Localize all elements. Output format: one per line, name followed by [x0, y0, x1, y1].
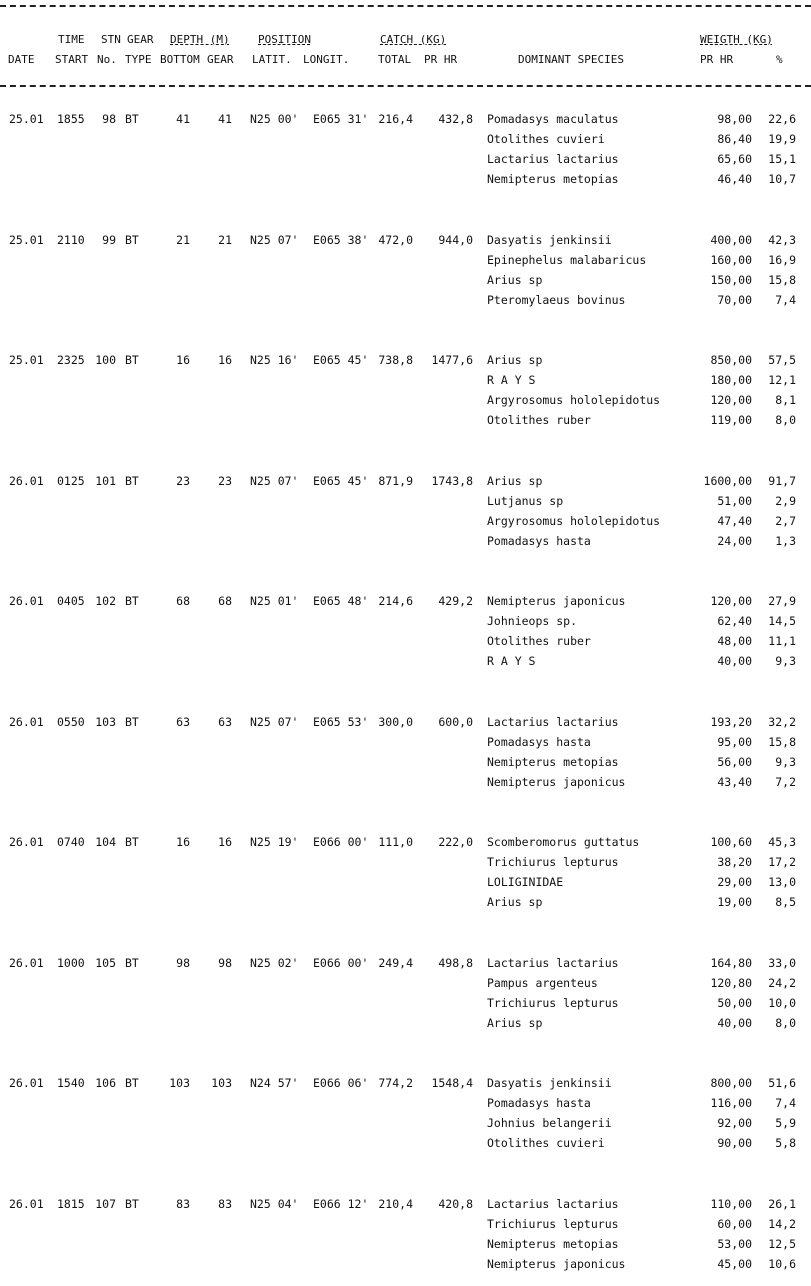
species-weight-prhr: 45,00	[717, 1257, 752, 1271]
station-latitude: N25 01'	[250, 594, 299, 608]
header-gear-bottom: TYPE	[125, 53, 152, 66]
station-longitude: E065 38'	[313, 233, 369, 247]
species-name: Nemipterus japonicus	[487, 775, 626, 789]
species-name: Otolithes cuvieri	[487, 132, 605, 146]
station-catch-total: 216,4	[378, 112, 413, 126]
species-weight-prhr: 48,00	[717, 634, 752, 648]
station-depth-gear: 16	[218, 353, 232, 367]
species-name: Trichiurus lepturus	[487, 855, 619, 869]
station-number: 103	[95, 715, 116, 729]
header-species: DOMINANT SPECIES	[518, 53, 624, 66]
top-dashed-rule	[0, 5, 811, 7]
header-latit: LATIT.	[252, 53, 292, 66]
station-catch-total: 472,0	[378, 233, 413, 247]
station-gear: BT	[125, 956, 139, 970]
station-longitude: E065 31'	[313, 112, 369, 126]
species-weight-pct: 24,2	[768, 976, 796, 990]
species-name: Argyrosomus hololepidotus	[487, 514, 661, 528]
species-weight-prhr: 800,00	[710, 1076, 752, 1090]
station-depth-gear: 23	[218, 474, 232, 488]
species-weight-prhr: 120,80	[710, 976, 752, 990]
station-time: 2110	[57, 233, 85, 247]
species-name: Dasyatis jenkinsii	[487, 233, 612, 247]
species-weight-prhr: 47,40	[717, 514, 752, 528]
station-longitude: E066 06'	[313, 1076, 369, 1090]
station-time: 0740	[57, 835, 85, 849]
station-date: 26.01	[9, 594, 44, 608]
species-weight-prhr: 120,00	[710, 393, 752, 407]
station-gear: BT	[125, 1197, 139, 1211]
station-time: 0550	[57, 715, 85, 729]
species-weight-prhr: 850,00	[710, 353, 752, 367]
header-longit: LONGIT.	[303, 53, 350, 66]
species-weight-pct: 15,8	[768, 735, 796, 749]
station-depth-gear: 98	[218, 956, 232, 970]
station-catch-prhr: 944,0	[438, 233, 473, 247]
station-catch-total: 300,0	[378, 715, 413, 729]
species-weight-pct: 51,6	[768, 1076, 796, 1090]
species-weight-prhr: 51,00	[717, 494, 752, 508]
species-weight-prhr: 116,00	[710, 1096, 752, 1110]
species-name: Pomadasys hasta	[487, 534, 591, 548]
station-gear: BT	[125, 1076, 139, 1090]
species-weight-pct: 9,3	[775, 654, 796, 668]
station-gear: BT	[125, 715, 139, 729]
species-name: Lactarius lactarius	[487, 1197, 619, 1211]
species-name: Lutjanus sp	[487, 494, 564, 508]
species-name: Nemipterus metopias	[487, 172, 619, 186]
station-longitude: E066 12'	[313, 1197, 369, 1211]
header-catch-title: CATCH (KG)	[380, 33, 447, 46]
station-latitude: N25 19'	[250, 835, 299, 849]
species-weight-pct: 10,7	[768, 172, 796, 186]
header-stn-top: STN	[101, 33, 121, 46]
species-name: Pomadasys hasta	[487, 1096, 591, 1110]
station-longitude: E065 45'	[313, 474, 369, 488]
species-weight-pct: 42,3	[768, 233, 796, 247]
species-weight-pct: 32,2	[768, 715, 796, 729]
species-weight-pct: 10,6	[768, 1257, 796, 1271]
species-name: Johnieops sp.	[487, 614, 578, 628]
station-number: 98	[102, 112, 116, 126]
species-weight-prhr: 86,40	[717, 132, 752, 146]
species-weight-pct: 7,4	[775, 293, 796, 307]
species-name: LOLIGINIDAE	[487, 875, 564, 889]
station-catch-prhr: 420,8	[438, 1197, 473, 1211]
station-gear: BT	[125, 233, 139, 247]
station-time: 0125	[57, 474, 85, 488]
station-depth-bottom: 21	[176, 233, 190, 247]
species-weight-pct: 15,1	[768, 152, 796, 166]
species-weight-prhr: 110,00	[710, 1197, 752, 1211]
species-weight-prhr: 40,00	[717, 1016, 752, 1030]
station-number: 99	[102, 233, 116, 247]
header-date: DATE	[8, 53, 35, 66]
station-depth-gear: 41	[218, 112, 232, 126]
species-weight-prhr: 38,20	[717, 855, 752, 869]
species-weight-pct: 45,3	[768, 835, 796, 849]
species-name: Nemipterus japonicus	[487, 594, 626, 608]
station-depth-bottom: 83	[176, 1197, 190, 1211]
station-date: 25.01	[9, 233, 44, 247]
station-catch-total: 774,2	[378, 1076, 413, 1090]
station-number: 100	[95, 353, 116, 367]
station-catch-total: 214,6	[378, 594, 413, 608]
species-weight-pct: 33,0	[768, 956, 796, 970]
station-catch-total: 210,4	[378, 1197, 413, 1211]
species-name: Otolithes ruber	[487, 634, 591, 648]
species-weight-pct: 9,3	[775, 755, 796, 769]
station-catch-total: 871,9	[378, 474, 413, 488]
station-number: 107	[95, 1197, 116, 1211]
species-weight-pct: 15,8	[768, 273, 796, 287]
station-number: 106	[95, 1076, 116, 1090]
species-name: R A Y S	[487, 373, 536, 387]
station-depth-bottom: 23	[176, 474, 190, 488]
station-depth-gear: 103	[211, 1076, 232, 1090]
station-longitude: E065 45'	[313, 353, 369, 367]
species-name: Lactarius lactarius	[487, 956, 619, 970]
station-longitude: E066 00'	[313, 835, 369, 849]
species-weight-pct: 27,9	[768, 594, 796, 608]
station-catch-prhr: 600,0	[438, 715, 473, 729]
station-depth-bottom: 103	[169, 1076, 190, 1090]
species-weight-prhr: 46,40	[717, 172, 752, 186]
species-weight-prhr: 40,00	[717, 654, 752, 668]
species-weight-prhr: 65,60	[717, 152, 752, 166]
species-weight-pct: 17,2	[768, 855, 796, 869]
station-catch-prhr: 1743,8	[431, 474, 473, 488]
header-gear-top: GEAR	[127, 33, 154, 46]
station-depth-bottom: 16	[176, 835, 190, 849]
species-weight-pct: 8,0	[775, 413, 796, 427]
species-name: Arius sp	[487, 895, 543, 909]
station-depth-gear: 63	[218, 715, 232, 729]
species-name: Otolithes ruber	[487, 413, 591, 427]
station-time: 1540	[57, 1076, 85, 1090]
station-catch-prhr: 432,8	[438, 112, 473, 126]
species-weight-pct: 91,7	[768, 474, 796, 488]
species-weight-pct: 1,3	[775, 534, 796, 548]
species-weight-prhr: 53,00	[717, 1237, 752, 1251]
station-date: 26.01	[9, 1197, 44, 1211]
station-depth-bottom: 63	[176, 715, 190, 729]
station-date: 25.01	[9, 353, 44, 367]
header-weight-title: WEIGTH (KG)	[700, 33, 773, 46]
species-weight-pct: 5,8	[775, 1136, 796, 1150]
station-number: 104	[95, 835, 116, 849]
species-weight-pct: 2,7	[775, 514, 796, 528]
species-weight-pct: 14,5	[768, 614, 796, 628]
species-weight-pct: 16,9	[768, 253, 796, 267]
station-latitude: N25 16'	[250, 353, 299, 367]
station-latitude: N25 04'	[250, 1197, 299, 1211]
header-time-bottom: START	[55, 53, 89, 66]
species-name: Trichiurus lepturus	[487, 996, 619, 1010]
species-weight-prhr: 1600,00	[703, 474, 752, 488]
station-date: 26.01	[9, 956, 44, 970]
species-weight-prhr: 160,00	[710, 253, 752, 267]
station-latitude: N25 02'	[250, 956, 299, 970]
station-catch-prhr: 222,0	[438, 835, 473, 849]
species-name: Scomberomorus guttatus	[487, 835, 640, 849]
station-gear: BT	[125, 474, 139, 488]
header-catch-total: TOTAL	[378, 53, 412, 66]
species-weight-pct: 2,9	[775, 494, 796, 508]
station-date: 26.01	[9, 835, 44, 849]
station-depth-bottom: 98	[176, 956, 190, 970]
species-weight-prhr: 56,00	[717, 755, 752, 769]
header-position-title: POSITION	[258, 33, 311, 46]
station-catch-prhr: 429,2	[438, 594, 473, 608]
species-name: Arius sp	[487, 353, 543, 367]
species-name: Johnius belangerii	[487, 1116, 612, 1130]
species-weight-prhr: 50,00	[717, 996, 752, 1010]
station-date: 26.01	[9, 715, 44, 729]
species-name: Arius sp	[487, 474, 543, 488]
header-weight-prhr: PR HR	[700, 53, 734, 66]
header-catch-prhr: PR HR	[424, 53, 458, 66]
station-number: 102	[95, 594, 116, 608]
species-weight-pct: 8,0	[775, 1016, 796, 1030]
station-date: 26.01	[9, 1076, 44, 1090]
species-weight-prhr: 193,20	[710, 715, 752, 729]
station-gear: BT	[125, 835, 139, 849]
species-weight-prhr: 400,00	[710, 233, 752, 247]
species-weight-prhr: 19,00	[717, 895, 752, 909]
station-latitude: N24 57'	[250, 1076, 299, 1090]
species-name: Lactarius lactarius	[487, 715, 619, 729]
header-stn-bottom: No.	[97, 53, 117, 66]
species-weight-pct: 12,1	[768, 373, 796, 387]
station-time: 1815	[57, 1197, 85, 1211]
station-depth-bottom: 16	[176, 353, 190, 367]
species-weight-pct: 7,2	[775, 775, 796, 789]
station-gear: BT	[125, 112, 139, 126]
species-weight-pct: 22,6	[768, 112, 796, 126]
station-longitude: E065 48'	[313, 594, 369, 608]
species-name: Pomadasys hasta	[487, 735, 591, 749]
species-weight-prhr: 90,00	[717, 1136, 752, 1150]
header-dashed-rule	[0, 85, 811, 87]
species-name: R A Y S	[487, 654, 536, 668]
species-weight-pct: 10,0	[768, 996, 796, 1010]
species-weight-prhr: 92,00	[717, 1116, 752, 1130]
station-latitude: N25 07'	[250, 715, 299, 729]
species-name: Lactarius lactarius	[487, 152, 619, 166]
species-weight-pct: 5,9	[775, 1116, 796, 1130]
station-depth-gear: 83	[218, 1197, 232, 1211]
species-name: Pteromylaeus bovinus	[487, 293, 626, 307]
station-latitude: N25 07'	[250, 474, 299, 488]
species-weight-prhr: 43,40	[717, 775, 752, 789]
species-name: Nemipterus metopias	[487, 755, 619, 769]
species-name: Nemipterus metopias	[487, 1237, 619, 1251]
species-name: Epinephelus malabaricus	[487, 253, 647, 267]
station-catch-prhr: 498,8	[438, 956, 473, 970]
species-weight-pct: 19,9	[768, 132, 796, 146]
header-depth-title: DEPTH (M)	[170, 33, 230, 46]
species-weight-pct: 8,5	[775, 895, 796, 909]
station-time: 0405	[57, 594, 85, 608]
station-catch-total: 738,8	[378, 353, 413, 367]
species-weight-prhr: 119,00	[710, 413, 752, 427]
species-name: Trichiurus lepturus	[487, 1217, 619, 1231]
station-number: 101	[95, 474, 116, 488]
station-depth-gear: 16	[218, 835, 232, 849]
station-catch-total: 111,0	[378, 835, 413, 849]
species-weight-pct: 26,1	[768, 1197, 796, 1211]
station-gear: BT	[125, 594, 139, 608]
station-longitude: E065 53'	[313, 715, 369, 729]
station-latitude: N25 00'	[250, 112, 299, 126]
station-depth-gear: 21	[218, 233, 232, 247]
station-gear: BT	[125, 353, 139, 367]
species-name: Dasyatis jenkinsii	[487, 1076, 612, 1090]
species-name: Argyrosomus hololepidotus	[487, 393, 661, 407]
species-weight-pct: 11,1	[768, 634, 796, 648]
station-depth-gear: 68	[218, 594, 232, 608]
species-weight-pct: 13,0	[768, 875, 796, 889]
species-weight-prhr: 120,00	[710, 594, 752, 608]
species-weight-pct: 8,1	[775, 393, 796, 407]
species-weight-pct: 12,5	[768, 1237, 796, 1251]
station-time: 2325	[57, 353, 85, 367]
station-longitude: E066 00'	[313, 956, 369, 970]
header-weight-pct: %	[776, 53, 783, 66]
station-catch-total: 249,4	[378, 956, 413, 970]
station-date: 26.01	[9, 474, 44, 488]
station-time: 1000	[57, 956, 85, 970]
station-time: 1855	[57, 112, 85, 126]
species-weight-prhr: 29,00	[717, 875, 752, 889]
header-time-top: TIME	[58, 33, 85, 46]
species-weight-pct: 57,5	[768, 353, 796, 367]
station-depth-bottom: 68	[176, 594, 190, 608]
header-depth-gear: GEAR	[207, 53, 234, 66]
species-weight-prhr: 98,00	[717, 112, 752, 126]
species-name: Arius sp	[487, 1016, 543, 1030]
species-weight-prhr: 95,00	[717, 735, 752, 749]
species-weight-pct: 14,2	[768, 1217, 796, 1231]
species-weight-prhr: 164,80	[710, 956, 752, 970]
header-depth-bottom: BOTTOM	[160, 53, 200, 66]
species-weight-prhr: 60,00	[717, 1217, 752, 1231]
station-depth-bottom: 41	[176, 112, 190, 126]
station-latitude: N25 07'	[250, 233, 299, 247]
species-name: Pampus argenteus	[487, 976, 598, 990]
species-weight-pct: 7,4	[775, 1096, 796, 1110]
station-number: 105	[95, 956, 116, 970]
station-date: 25.01	[9, 112, 44, 126]
species-name: Nemipterus japonicus	[487, 1257, 626, 1271]
species-weight-prhr: 70,00	[717, 293, 752, 307]
species-weight-prhr: 24,00	[717, 534, 752, 548]
station-catch-prhr: 1548,4	[431, 1076, 473, 1090]
species-weight-prhr: 180,00	[710, 373, 752, 387]
species-name: Arius sp	[487, 273, 543, 287]
species-weight-prhr: 62,40	[717, 614, 752, 628]
species-name: Otolithes cuvieri	[487, 1136, 605, 1150]
station-catch-prhr: 1477,6	[431, 353, 473, 367]
species-name: Pomadasys maculatus	[487, 112, 619, 126]
species-weight-prhr: 150,00	[710, 273, 752, 287]
species-weight-prhr: 100,60	[710, 835, 752, 849]
